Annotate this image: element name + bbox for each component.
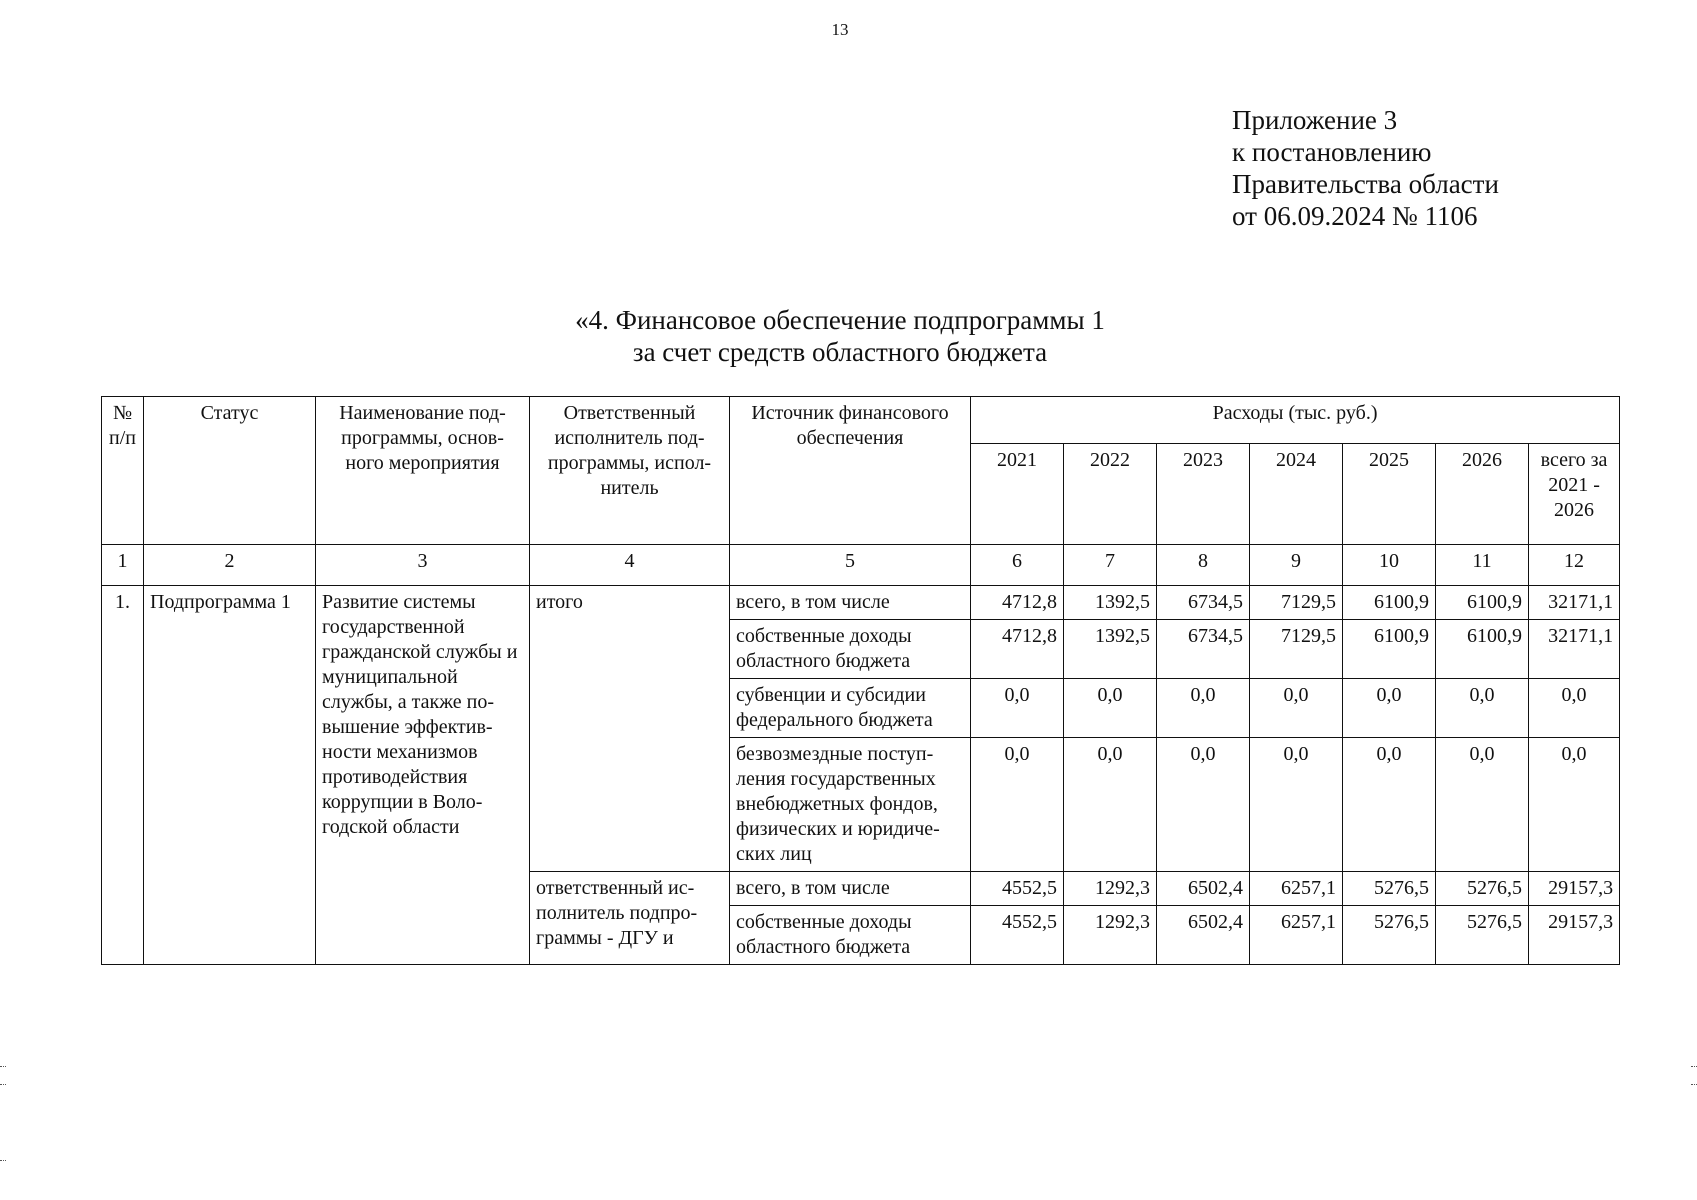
column-number: 8 bbox=[1157, 545, 1250, 586]
column-number: 2 bbox=[144, 545, 316, 586]
value-cell: 5276,5 bbox=[1343, 872, 1436, 906]
column-numbers-row bbox=[102, 545, 1620, 586]
column-number: 9 bbox=[1250, 545, 1343, 586]
header-year: 2025 bbox=[1343, 444, 1436, 545]
column-number: 5 bbox=[730, 545, 971, 586]
appendix-date-number: от 06.09.2024 № 1106 bbox=[1232, 201, 1478, 231]
value-cell: 6257,1 bbox=[1250, 906, 1343, 965]
total-cell: 29157,3 bbox=[1529, 872, 1620, 906]
title-line: «4. Финансовое обеспечение подпрограммы 1 bbox=[575, 305, 1105, 335]
column-number: 3 bbox=[316, 545, 530, 586]
value-cell: 0,0 bbox=[1157, 679, 1250, 738]
header-num: № п/п bbox=[102, 397, 144, 545]
row-source: всего, в том числе bbox=[730, 586, 971, 620]
total-cell: 0,0 bbox=[1529, 679, 1620, 738]
value-cell: 6502,4 bbox=[1157, 872, 1250, 906]
financing-table bbox=[101, 396, 1620, 965]
header-year: 2021 bbox=[971, 444, 1064, 545]
value-cell: 6100,9 bbox=[1343, 620, 1436, 679]
header-row bbox=[102, 397, 1620, 444]
header-status: Статус bbox=[144, 397, 316, 545]
value-cell: 1292,3 bbox=[1064, 906, 1157, 965]
appendix-line: к постановлению bbox=[1232, 137, 1432, 167]
header-total: всего за 2021 - 2026 bbox=[1529, 444, 1620, 545]
value-cell: 0,0 bbox=[1064, 738, 1157, 872]
header-executor: Ответственный исполнитель под- программы, испол- нитель bbox=[530, 397, 730, 545]
column-number: 10 bbox=[1343, 545, 1436, 586]
page-number: 13 bbox=[831, 20, 849, 39]
column-number: 6 bbox=[971, 545, 1064, 586]
value-cell: 0,0 bbox=[1343, 738, 1436, 872]
row-source: безвозмездные поступ- ления государственных внебюджетных фондов, физических и юридиче- ских лиц bbox=[730, 738, 971, 872]
total-cell: 32171,1 bbox=[1529, 620, 1620, 679]
value-cell: 5276,5 bbox=[1436, 872, 1529, 906]
header-expenses: Расходы (тыс. руб.) bbox=[971, 397, 1620, 444]
title-line: за счет средств областного бюджета bbox=[632, 337, 1048, 367]
value-cell: 0,0 bbox=[1250, 738, 1343, 872]
scan-edge-mark bbox=[1691, 1084, 1697, 1085]
value-cell: 6257,1 bbox=[1250, 872, 1343, 906]
appendix-line: Приложение 3 bbox=[1232, 105, 1398, 135]
row-name: Развитие системы государственной гражданской службы и муниципальной службы, а также по- вышение эффектив- ности механизмов противодействия коррупции в Воло- годской области bbox=[316, 586, 530, 965]
row-source: всего, в том числе bbox=[730, 872, 971, 906]
scan-edge-mark bbox=[1691, 1066, 1697, 1067]
value-cell: 6502,4 bbox=[1157, 906, 1250, 965]
value-cell: 0,0 bbox=[1250, 679, 1343, 738]
column-number: 7 bbox=[1064, 545, 1157, 586]
appendix-line: Правительства области bbox=[1232, 169, 1499, 199]
column-number: 4 bbox=[530, 545, 730, 586]
total-cell: 32171,1 bbox=[1529, 586, 1620, 620]
value-cell: 1392,5 bbox=[1064, 586, 1157, 620]
column-number: 12 bbox=[1529, 545, 1620, 586]
row-number: 1. bbox=[102, 586, 144, 965]
header-year: 2024 bbox=[1250, 444, 1343, 545]
header-source: Источник финансового обеспечения bbox=[730, 397, 971, 545]
appendix-header bbox=[1232, 104, 1499, 232]
column-number: 1 bbox=[102, 545, 144, 586]
row-source: собственные доходы областного бюджета bbox=[730, 906, 971, 965]
value-cell: 4712,8 bbox=[971, 586, 1064, 620]
scan-edge-mark bbox=[0, 1084, 6, 1085]
row-source: субвенции и субсидии федерального бюджета bbox=[730, 679, 971, 738]
value-cell: 4712,8 bbox=[971, 620, 1064, 679]
value-cell: 5276,5 bbox=[1436, 906, 1529, 965]
value-cell: 6100,9 bbox=[1436, 620, 1529, 679]
value-cell: 0,0 bbox=[1157, 738, 1250, 872]
value-cell: 0,0 bbox=[1343, 679, 1436, 738]
header-name: Наименование под- программы, основ- ного мероприятия bbox=[316, 397, 530, 545]
value-cell: 1392,5 bbox=[1064, 620, 1157, 679]
value-cell: 4552,5 bbox=[971, 872, 1064, 906]
scan-edge-mark bbox=[0, 1160, 6, 1161]
row-executor: ответственный ис- полнитель подпро- граммы - ДГУ и bbox=[530, 872, 730, 965]
header-year: 2022 bbox=[1064, 444, 1157, 545]
header-year: 2023 bbox=[1157, 444, 1250, 545]
row-source: собственные доходы областного бюджета bbox=[730, 620, 971, 679]
value-cell: 0,0 bbox=[1436, 679, 1529, 738]
row-status: Подпрограмма 1 bbox=[144, 586, 316, 965]
value-cell: 6100,9 bbox=[1343, 586, 1436, 620]
value-cell: 4552,5 bbox=[971, 906, 1064, 965]
value-cell: 7129,5 bbox=[1250, 586, 1343, 620]
value-cell: 0,0 bbox=[1436, 738, 1529, 872]
value-cell: 0,0 bbox=[971, 738, 1064, 872]
value-cell: 1292,3 bbox=[1064, 872, 1157, 906]
total-cell: 0,0 bbox=[1529, 738, 1620, 872]
row-executor: итого bbox=[530, 586, 730, 872]
header-year: 2026 bbox=[1436, 444, 1529, 545]
value-cell: 6734,5 bbox=[1157, 620, 1250, 679]
value-cell: 6734,5 bbox=[1157, 586, 1250, 620]
document-title bbox=[300, 304, 1380, 368]
table-row bbox=[102, 586, 1620, 620]
scan-edge-mark bbox=[0, 1066, 6, 1067]
value-cell: 5276,5 bbox=[1343, 906, 1436, 965]
value-cell: 0,0 bbox=[971, 679, 1064, 738]
value-cell: 7129,5 bbox=[1250, 620, 1343, 679]
value-cell: 0,0 bbox=[1064, 679, 1157, 738]
total-cell: 29157,3 bbox=[1529, 906, 1620, 965]
value-cell: 6100,9 bbox=[1436, 586, 1529, 620]
column-number: 11 bbox=[1436, 545, 1529, 586]
